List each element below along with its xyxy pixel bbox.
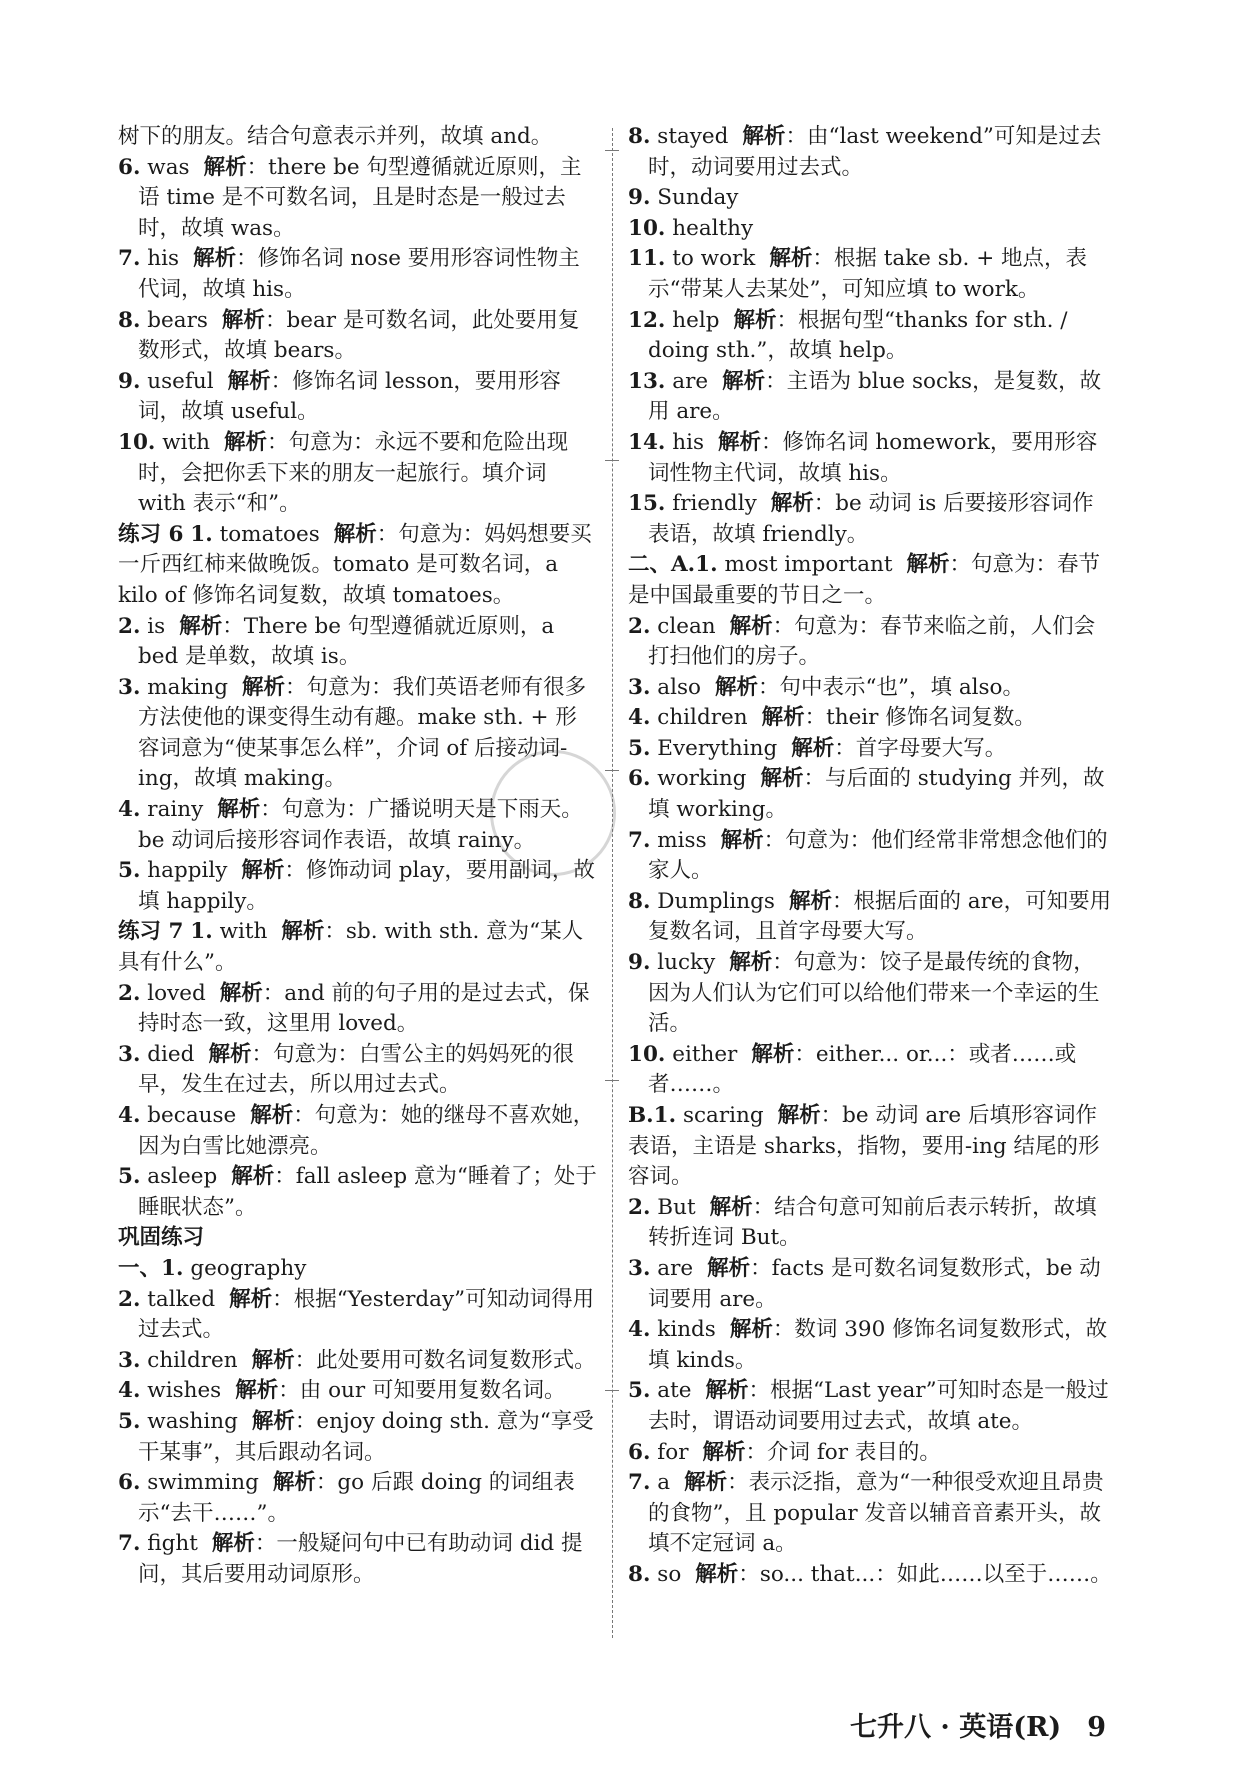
answer-item: 3. died 解析：句意为：白雪公主的妈妈死的很早，发生在过去，所以用过去式。 <box>118 1041 574 1098</box>
divider-tick <box>605 460 619 461</box>
analysis-text: 表示泛指，意为“一种很受欢迎且昂贵的食物”，且 popular 发音以辅音音素开头，故填不定冠词 a。 <box>648 1470 1104 1557</box>
analysis-label: 解析 <box>250 1103 294 1128</box>
answer: friendly <box>672 491 757 517</box>
right-column <box>628 122 1112 1591</box>
answer: Everything <box>657 735 778 761</box>
answer: Dumplings <box>657 888 775 914</box>
analysis-text: 与后面的 studying 并列，故填 working。 <box>648 766 1105 823</box>
analysis-label: 解析 <box>193 246 237 272</box>
analysis-label: 解析 <box>251 1408 295 1434</box>
answer-item: 2. But 解析：结合句意可知前后表示转折，故填转折连词 But。 <box>628 1194 1097 1251</box>
answer: clean <box>657 613 716 639</box>
divider-tick <box>605 150 619 151</box>
analysis-text: 修饰名词 nose 要用形容词性物主代词，故填 his。 <box>138 246 580 302</box>
section-2a-first: 二、A.1. most important 解析：句意为：春节是中国最重要的节日之一。 <box>628 552 1101 608</box>
analysis-text: facts 是可数名词复数形式，be 动词要用 are。 <box>648 1255 1101 1312</box>
divider-tick <box>605 1390 619 1391</box>
answer-item: 4. because 解析：句意为：她的继母不喜欢她，因为白雪比她漂亮。 <box>118 1103 595 1159</box>
analysis-label: 解析 <box>179 613 223 639</box>
answer: to work <box>672 246 756 272</box>
answer: because <box>147 1103 237 1128</box>
analysis-text: sb. with sth. 意为“某人具有什么”。 <box>118 919 584 976</box>
answer-item: 7. a 解析：表示泛指，意为“一种很受欢迎且昂贵的食物”，且 popular 发音以辅音音素开头，故填不定冠词 a。 <box>628 1470 1104 1557</box>
answer: his <box>147 246 180 272</box>
answer: talked <box>147 1286 216 1312</box>
answer-item: 2. loved 解析：and 前的句子用的是过去式，保持时态一致，这里用 loved。 <box>118 980 590 1037</box>
analysis-text: 句中表示“也”，填 also。 <box>779 674 1024 700</box>
answer-item: 9. useful 解析：修饰名词 lesson，要用形容词，故填 useful。 <box>118 368 561 425</box>
analysis-label: 解析 <box>203 154 247 180</box>
analysis-label: 解析 <box>227 368 271 394</box>
exercise-6-first: 练习 6 1. tomatoes 解析：句意为：妈妈想要买一斤西红柿来做晚饭。tomato 是可数名词，a kilo of 修饰名词复数，故填 tomatoes。 <box>118 521 592 608</box>
answer-item: 10. either 解析：either... or...：或者……或者……。 <box>628 1041 1077 1098</box>
answer: swimming <box>147 1470 259 1496</box>
consolidate-title: 巩固练习 <box>118 1225 205 1251</box>
analysis-text: 根据 take sb. + 地点，表示“带某人去某处”，可知应填 to work。 <box>648 246 1088 302</box>
analysis-label: 解析 <box>760 766 804 792</box>
answer-item: 6. for 解析：介词 for 表目的。 <box>628 1439 941 1465</box>
answer-item: 4. children 解析：their 修饰名词复数。 <box>628 705 1036 731</box>
answer: But <box>657 1194 696 1220</box>
answer-item: 8. stayed 解析：由“last weekend”可知是过去时，动词要用过去式。 <box>628 124 1102 180</box>
analysis-label: 解析 <box>906 552 950 578</box>
answer: died <box>147 1041 195 1067</box>
intro-text: 树下的朋友。结合句意表示并列，故填 and。 <box>118 124 553 149</box>
watermark-seal <box>490 750 616 876</box>
answer-item: 6. working 解析：与后面的 studying 并列，故填 working。 <box>628 766 1105 823</box>
analysis-label: 解析 <box>217 797 261 823</box>
answer: also <box>657 674 701 700</box>
analysis-label: 解析 <box>231 1164 275 1190</box>
answer-item: 7. miss 解析：句意为：他们经常非常想念他们的家人。 <box>628 827 1108 884</box>
analysis-text: 句意为：春节来临之前，人们会打扫他们的房子。 <box>648 613 1096 670</box>
analysis-text: 修饰名词 homework，要用形容词性物主代词，故填 his。 <box>648 429 1098 486</box>
answer: with <box>162 429 211 455</box>
analysis-text: there be 句型遵循就近原则，主语 time 是不可数名词，且是时态是一般过去时，故填 was。 <box>138 154 582 241</box>
answer-item: 4. wishes 解析：由 our 可知要用复数名词。 <box>118 1378 566 1404</box>
answer: Sunday <box>657 185 739 211</box>
analysis-label: 解析 <box>729 613 773 639</box>
answer-item: 5. ate 解析：根据“Last year”可知时态是一般过去时，谓语动词要用过去式，故填 ate。 <box>628 1378 1109 1434</box>
section-1-first: 一、1. geography <box>118 1255 307 1281</box>
answer-item: 8. bears 解析：bear 是可数名词，此处要用复数形式，故填 bears。 <box>118 307 580 364</box>
analysis-label: 解析 <box>211 1531 255 1557</box>
analysis-text: 句意为：永远不要和危险出现时，会把你丢下来的朋友一起旅行。填介词 with 表示“和”。 <box>138 429 569 517</box>
analysis-label: 解析 <box>251 1347 295 1373</box>
analysis-text: 一般疑问句中已有助动词 did 提问，其后要用动词原形。 <box>138 1531 583 1587</box>
analysis-text: and 前的句子用的是过去式，保持时态一致，这里用 loved。 <box>138 980 590 1037</box>
answer-item: 3. children 解析：此处要用可数名词复数形式。 <box>118 1347 596 1373</box>
page-footer <box>850 1705 1106 1744</box>
right-group-c <box>628 1193 1112 1591</box>
answer: children <box>657 705 748 731</box>
analysis-label: 解析 <box>224 429 268 455</box>
analysis-label: 解析 <box>709 1194 753 1220</box>
analysis-label: 解析 <box>235 1378 279 1404</box>
analysis-label: 解析 <box>272 1470 316 1496</box>
analysis-text: 句意为：白雪公主的妈妈死的很早，发生在过去，所以用过去式。 <box>138 1041 574 1098</box>
analysis-text: 数词 390 修饰名词复数形式，故填 kinds。 <box>648 1317 1108 1373</box>
analysis-label: 解析 <box>695 1561 739 1587</box>
answer-item: 7. fight 解析：一般疑问句中已有助动词 did 提问，其后要用动词原形。 <box>118 1531 583 1587</box>
answer-item: 12. help 解析：根据句型“thanks for sth. / doing sth.”，故填 help。 <box>628 307 1068 364</box>
answer-item: 6. swimming 解析：go 后跟 doing 的词组表示“去干……”。 <box>118 1470 575 1526</box>
analysis-label: 解析 <box>720 827 764 853</box>
analysis-label: 解析 <box>219 980 263 1006</box>
analysis-text: 首字母要大写。 <box>855 735 1007 761</box>
answer-item: 11. to work 解析：根据 take sb. + 地点，表示“带某人去某处”，可知应填 to work。 <box>628 246 1088 302</box>
answer: a <box>657 1470 671 1496</box>
answer-item: 6. was 解析：there be 句型遵循就近原则，主语 time 是不可数名词，且是时态是一般过去时，故填 was。 <box>118 154 582 241</box>
analysis-text: 句意为：他们经常非常想念他们的家人。 <box>648 827 1108 884</box>
analysis-text: be 动词 is 后要接形容词作表语，故填 friendly。 <box>648 491 1094 547</box>
divider-tick <box>605 1080 619 1081</box>
section-b-first: B.1. scaring 解析：be 动词 are 后填形容词作表语，主语是 sharks，指物，要用-ing 结尾的形容词。 <box>628 1103 1100 1190</box>
answer: washing <box>147 1408 238 1434</box>
answer: is <box>147 613 166 639</box>
answer: help <box>672 307 720 333</box>
answer: was <box>147 154 190 180</box>
answer: geography <box>190 1255 307 1281</box>
left-group-a <box>118 153 598 520</box>
analysis-label: 解析 <box>208 1041 252 1067</box>
answer-item: 5. Everything 解析：首字母要大写。 <box>628 735 1007 761</box>
right-group-b <box>628 612 1112 1102</box>
answer: either <box>672 1041 738 1067</box>
left-group-c <box>118 979 598 1224</box>
analysis-label: 解析 <box>242 674 286 700</box>
answer-item: 15. friendly 解析：be 动词 is 后要接形容词作表语，故填 friendly。 <box>628 491 1094 547</box>
answer-item: 10. with 解析：句意为：永远不要和危险出现时，会把你丢下来的朋友一起旅行。填介词 with 表示“和”。 <box>118 429 569 517</box>
right-group-a <box>628 122 1112 550</box>
answer-item: 10. healthy <box>628 215 754 241</box>
answer: with <box>219 919 268 945</box>
answer: bears <box>147 307 208 333</box>
answer-item: 5. happily 解析：修饰动词 play，要用副词，故填 happily。 <box>118 858 595 914</box>
analysis-text: 由 our 可知要用复数名词。 <box>299 1378 566 1404</box>
analysis-text: go 后跟 doing 的词组表示“去干……”。 <box>138 1470 575 1526</box>
analysis-text: bear 是可数名词，此处要用复数形式，故填 bears。 <box>138 307 580 364</box>
analysis-text: 结合句意可知前后表示转折，故填转折连词 But。 <box>648 1194 1097 1251</box>
analysis-label: 解析 <box>770 491 814 517</box>
answer: fight <box>147 1531 198 1557</box>
analysis-label: 解析 <box>777 1103 821 1128</box>
answer: most important <box>724 552 893 578</box>
analysis-text: enjoy doing sth. 意为“享受干某事”，其后跟动名词。 <box>138 1408 594 1465</box>
analysis-text: 根据句型“thanks for sth. / doing sth.”，故填 help。 <box>648 307 1068 364</box>
analysis-label: 解析 <box>751 1041 795 1067</box>
analysis-text: 此处要用可数名词复数形式。 <box>316 1347 596 1373</box>
analysis-label: 解析 <box>221 307 265 333</box>
answer-item: 4. rainy 解析：句意为：广播说明天是下雨天。be 动词后接形容词作表语，故填 rainy。 <box>118 797 583 853</box>
answer: scaring <box>682 1103 764 1128</box>
answer: making <box>147 674 229 700</box>
answer: tomatoes <box>219 521 320 547</box>
answer-item: 14. his 解析：修饰名词 homework，要用形容词性物主代词，故填 his。 <box>628 429 1098 486</box>
left-group-d <box>118 1285 598 1591</box>
analysis-label: 解析 <box>761 705 805 731</box>
analysis-label: 解析 <box>684 1470 728 1496</box>
analysis-label: 解析 <box>333 521 377 547</box>
analysis-text: be 动词 are 后填形容词作表语，主语是 sharks，指物，要用-ing 结尾的形容词。 <box>628 1103 1100 1190</box>
answer-item: 8. Dumplings 解析：根据后面的 are，可知要用复数名词，且首字母要大写。 <box>628 888 1112 945</box>
answer: working <box>657 766 747 792</box>
answer-item: 2. is 解析：There be 句型遵循就近原则，a bed 是单数，故填 is。 <box>118 613 555 670</box>
analysis-text: 修饰动词 play，要用副词，故填 happily。 <box>138 858 595 914</box>
analysis-text: 根据“Yesterday”可知动词得用过去式。 <box>138 1286 595 1343</box>
analysis-text: There be 句型遵循就近原则，a bed 是单数，故填 is。 <box>138 613 555 670</box>
answer-item: 13. are 解析：主语为 blue socks，是复数，故用 are。 <box>628 368 1102 425</box>
answer-item: 7. his 解析：修饰名词 nose 要用形容词性物主代词，故填 his。 <box>118 246 580 302</box>
analysis-text: 句意为：广播说明天是下雨天。be 动词后接形容词作表语，故填 rainy。 <box>138 797 583 853</box>
analysis-label: 解析 <box>705 1378 749 1404</box>
answer-item: 5. asleep 解析：fall asleep 意为“睡着了；处于睡眠状态”。 <box>118 1164 597 1220</box>
analysis-text: fall asleep 意为“睡着了；处于睡眠状态”。 <box>138 1164 597 1220</box>
answer: for <box>657 1439 689 1465</box>
analysis-text: 句意为：我们英语老师有很多方法使他的课变得生动有趣。make sth. + 形容词意为“使某事怎么样”，介词 of 后接动词-ing，故填 making。 <box>138 674 587 792</box>
answer: asleep <box>147 1164 218 1190</box>
page-number: 9 <box>1087 1712 1106 1743</box>
answer-item: 3. also 解析：句中表示“也”，填 also。 <box>628 674 1024 700</box>
analysis-label: 解析 <box>281 919 325 945</box>
analysis-label: 解析 <box>707 1255 751 1281</box>
analysis-text: 由“last weekend”可知是过去时，动词要用过去式。 <box>648 124 1102 180</box>
answer-item: 2. talked 解析：根据“Yesterday”可知动词得用过去式。 <box>118 1286 595 1343</box>
analysis-text: 句意为：饺子是最传统的食物，因为人们认为它们可以给他们带来一个幸运的生活。 <box>648 950 1100 1037</box>
answer-item: 8. so 解析：so... that...：如此……以至于……。 <box>628 1561 1112 1587</box>
answer-item: 5. washing 解析：enjoy doing sth. 意为“享受干某事”，其后跟动名词。 <box>118 1408 594 1465</box>
column-divider <box>612 128 613 1638</box>
analysis-label: 解析 <box>791 735 835 761</box>
book-title: 七升八 · 英语(R) <box>850 1712 1062 1743</box>
answer-item: 9. lucky 解析：句意为：饺子是最传统的食物，因为人们认为它们可以给他们带来一个幸运的生活。 <box>628 950 1100 1037</box>
analysis-text: 根据后面的 are，可知要用复数名词，且首字母要大写。 <box>648 888 1112 945</box>
exercise-7-title: 练习 7 <box>118 919 184 945</box>
analysis-label: 解析 <box>729 950 773 976</box>
answer: children <box>147 1347 238 1373</box>
answer: miss <box>657 827 707 853</box>
analysis-text: 修饰名词 lesson，要用形容词，故填 useful。 <box>138 368 561 425</box>
answer: happily <box>147 858 228 884</box>
analysis-label: 解析 <box>788 888 832 914</box>
answer: stayed <box>657 124 729 149</box>
analysis-text: so... that...：如此……以至于……。 <box>759 1561 1112 1587</box>
analysis-label: 解析 <box>729 1317 773 1343</box>
answer: loved <box>147 980 206 1006</box>
analysis-label: 解析 <box>702 1439 746 1465</box>
answer: lucky <box>657 950 716 976</box>
answer: useful <box>147 368 214 394</box>
analysis-label: 解析 <box>241 858 285 884</box>
analysis-label: 解析 <box>229 1286 273 1312</box>
answer: rainy <box>147 797 204 823</box>
analysis-text: 主语为 blue socks，是复数，故用 are。 <box>648 368 1102 425</box>
answer-item: 2. clean 解析：句意为：春节来临之前，人们会打扫他们的房子。 <box>628 613 1096 670</box>
exercise-6-title: 练习 6 <box>118 521 184 547</box>
exercise-7-first: 练习 7 1. with 解析：sb. with sth. 意为“某人具有什么”。 <box>118 919 584 976</box>
analysis-label: 解析 <box>722 368 766 394</box>
divider-tick <box>605 770 619 771</box>
answer: his <box>672 429 705 455</box>
answer: so <box>657 1561 682 1587</box>
answer-item: 4. kinds 解析：数词 390 修饰名词复数形式，故填 kinds。 <box>628 1317 1108 1373</box>
analysis-text: 句意为：妈妈想要买一斤西红柿来做晚饭。tomato 是可数名词，a kilo of 修饰名词复数，故填 tomatoes。 <box>118 521 592 608</box>
answer: are <box>657 1255 694 1281</box>
answer: wishes <box>147 1378 222 1404</box>
analysis-text: 句意为：春节是中国最重要的节日之一。 <box>628 552 1101 608</box>
analysis-text: their 修饰名词复数。 <box>826 705 1036 731</box>
analysis-text: either... or...：或者……或者……。 <box>648 1041 1077 1098</box>
analysis-label: 解析 <box>718 429 762 455</box>
analysis-text: 根据“Last year”可知时态是一般过去时，谓语动词要用过去式，故填 ate。 <box>648 1378 1109 1434</box>
analysis-label: 解析 <box>742 124 786 149</box>
answer: are <box>672 368 709 394</box>
answer-item: 3. making 解析：句意为：我们英语老师有很多方法使他的课变得生动有趣。make sth. + 形容词意为“使某事怎么样”，介词 of 后接动词-ing，故填 making。 <box>118 674 587 792</box>
analysis-text: 句意为：她的继母不喜欢她，因为白雪比她漂亮。 <box>138 1103 595 1159</box>
analysis-label: 解析 <box>714 674 758 700</box>
answer-item: 9. Sunday <box>628 185 739 211</box>
analysis-label: 解析 <box>769 246 813 272</box>
analysis-text: 介词 for 表目的。 <box>767 1439 941 1465</box>
answer: kinds <box>657 1317 716 1343</box>
answer: healthy <box>672 215 754 241</box>
answer-item: 3. are 解析：facts 是可数名词复数形式，be 动词要用 are。 <box>628 1255 1101 1312</box>
answer: ate <box>657 1378 692 1404</box>
analysis-label: 解析 <box>733 307 777 333</box>
